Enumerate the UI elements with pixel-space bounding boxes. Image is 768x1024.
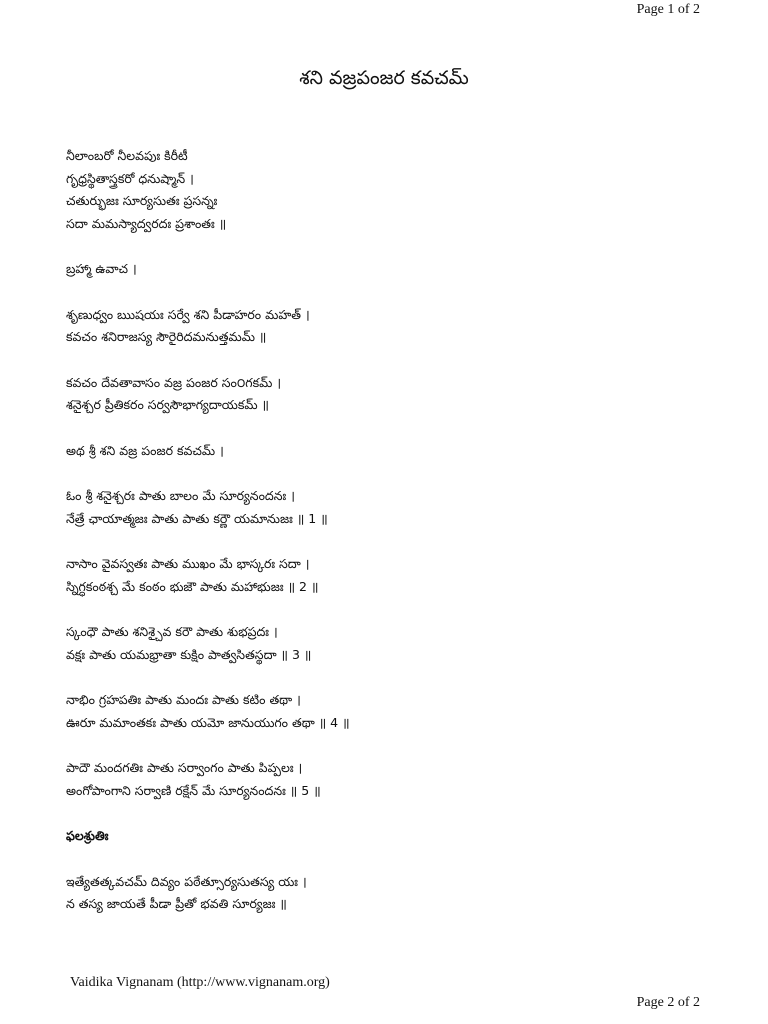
stanza-gap: [66, 417, 706, 440]
stanza-gap: [66, 848, 706, 871]
verse-line: నాసాం వైవస్వతః పాతు ముఖం మే భాస్కరః సదా ।: [66, 556, 310, 571]
verse-line: ఓం శ్రీ శనైశ్చరః పాతు బాలం మే సూర్యనందనః ।: [66, 488, 295, 503]
stanza-gap: [66, 530, 706, 553]
verse-line: అంగోపాంగాని సర్వాణి రక్షేన్ మే సూర్యనందనః ॥ 5 ॥: [66, 782, 321, 798]
verse-line: నీలాంబరో నీలవపుః కిరీటీ: [66, 148, 188, 163]
stanza-gap: [66, 734, 706, 757]
verse-line: నాభిం గ్రహపతిః పాతు మందః పాతు కటిం తథా ।: [66, 692, 301, 707]
verse-line: ఊరూ మమాంతకః పాతు యమో జానుయుగం తథా ॥ 4 ॥: [66, 714, 350, 730]
verse-line: కవచం శనిరాజస్య సౌరైరిదమనుత్తమమ్ ॥: [66, 329, 267, 344]
stanza-gap: [66, 235, 706, 258]
verse-line: సదా మమస్యాద్వరదః ప్రశాంతః ॥: [66, 215, 227, 231]
verse-line: గృధ్రస్థితాస్త్రకరో ధనుష్మాన్ ।: [66, 170, 194, 186]
stanza-gap: [66, 666, 706, 689]
verse-line: స్కంధౌ పాతు శనిశ్చైవ కరౌ పాతు శుభప్రదః ।: [66, 624, 278, 639]
verse-line: కవచం దేవతావాసం వజ్ర పంజర సం౦గకమ్ ।: [66, 374, 282, 390]
verse-line: ఇత్యేతత్కవచమ్ దివ్యం పఠేత్సూర్యసుతస్య యః ।: [66, 873, 307, 889]
stanza-gap: [66, 598, 706, 621]
verse-line: శనైశ్చర ప్రీతికరం సర్వసౌభాగ్యదాయకమ్ ॥: [66, 397, 270, 412]
verse-line: శృణుధ్వం ఋషయః సర్వే శని పీడాహరం మహత్ ।: [66, 306, 310, 322]
verse-line: న తస్య జాయతే పీడా ప్రీతో భవతి సూర్యజః ॥: [66, 896, 287, 911]
verse-line: వక్షః పాతు యమభ్రాతా కుక్షిం పాత్వసితస్థదా ॥ 3 ॥: [66, 646, 312, 662]
footer-source: Vaidika Vignanam (http://www.vignanam.org): [70, 975, 330, 990]
stanza-gap: [66, 462, 706, 485]
stanza-gap: [66, 281, 706, 304]
verse-line: స్నిగ్ధకంఠశ్చ మే కంఠం భుజౌ పాతు మహాభుజః ॥ 2 ॥: [66, 578, 319, 594]
verse-body: [66, 145, 706, 916]
verse-line: బ్రహ్మా ఉవాచ ।: [66, 261, 137, 276]
document-title: శని వజ్రపంజర కవచమ్: [299, 67, 469, 89]
stanza-gap: [66, 802, 706, 825]
stanza-gap: [66, 349, 706, 372]
verse-line: అథ శ్రీ శని వజ్ర పంజర కవచమ్ ।: [66, 442, 224, 458]
page-number-bottom: Page 2 of 2: [636, 995, 700, 1010]
phalashruti-heading: ఫలశ్రుతిః: [66, 828, 109, 843]
verse-line: పాదౌ మందగతిః పాతు సర్వాంగం పాతు పిప్పలః ।: [66, 760, 303, 775]
verse-line: చతుర్భుజః సూర్యసుతః ప్రసన్నః: [66, 193, 218, 208]
verse-line: నేత్రే ఛాయాత్మజః పాతు పాతు కర్ణౌ యమానుజః ॥ 1 ॥: [66, 510, 328, 526]
page-number-top: Page 1 of 2: [636, 2, 700, 17]
